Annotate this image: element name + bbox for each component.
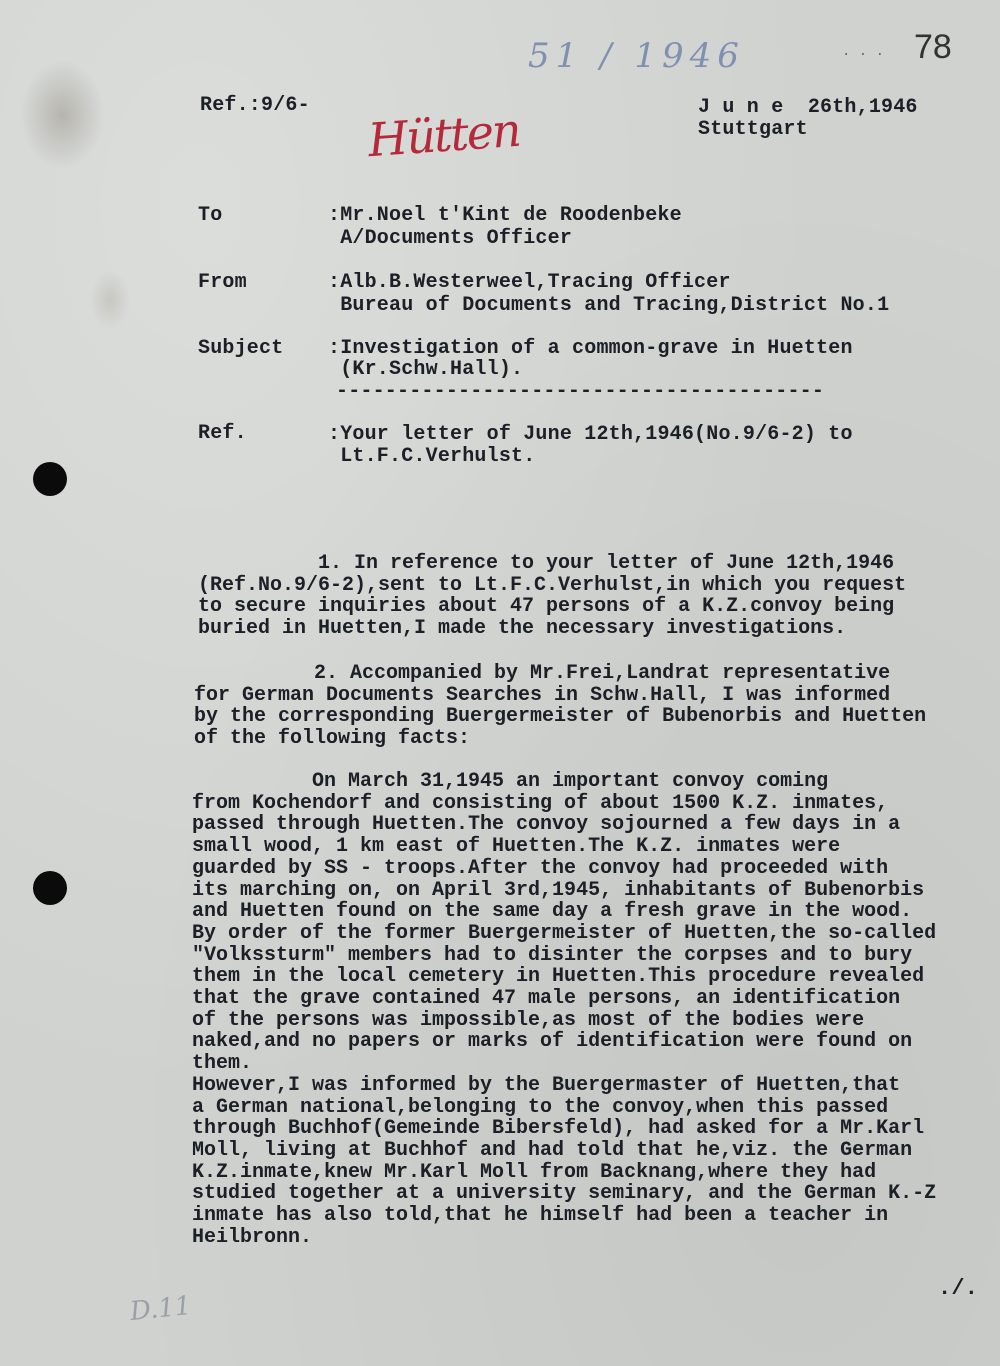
letter-place: Stuttgart (698, 118, 808, 141)
handwritten-place-name: Hütten (366, 102, 522, 168)
paragraph-3: On March 31,1945 an important convoy coming from Kochendorf and consisting of about 1500 K.Z. inmates, passed through Huetten.The convoy sojourned a few days in a small wood, 1 km east of Huetten.The K.Z. inmates were guarded by SS - troops.After the convoy had proceeded with its marching on, on April 3rd,1945, inhabitants of Bubenorbis and Huetten found on the same day a fresh grave in the wood. By order of the former Buergermeister of Huetten,the so-called "Volkssturm" members had to disinter the corpses and to bury them in the local cemetery in Huetten.This procedure revealed that the grave contained 47 male persons, an identification of the persons was impossible,as most of the bodies were naked,and no papers or marks of identification were found on them. However,I was informed by the Buergermaster of Huetten,that a German national,belonging to the convoy,when this passed through Buchhof(Gemeinde Bibersfeld), had asked for a Mr.Karl Moll, living at Buchhof and had told that he,viz. the German K.Z.inmate,knew Mr.Karl Moll from Backnang,where they had studied together at a university seminary, and the German K.-Z inmate has also told,that he himself had been a teacher in Heilbronn. (192, 770, 937, 1249)
from-sender: :Alb.B.Westerweel,Tracing Officer (328, 271, 731, 294)
stain-top-left (20, 60, 105, 170)
ref-text: :Your letter of June 12th,1946(No.9/6-2) to (328, 423, 853, 446)
subject-label: Subject (198, 337, 284, 360)
to-recipient-title: A/Documents Officer (328, 227, 573, 250)
pencil-note: D.11 (128, 1290, 193, 1328)
to-label: To (198, 204, 223, 227)
to-recipient: :Mr.Noel t'Kint de Roodenbeke (328, 204, 682, 227)
stain-left-middle (90, 270, 130, 330)
letter-date: J u n e 26th,1946 (698, 96, 918, 119)
paragraph-2: 2. Accompanied by Mr.Frei,Landrat representative for German Documents Searches in Schw.Hall, I was informed by the corresponding Buergermeister of Bubenorbis and Huetten of the following facts: (194, 662, 927, 751)
corner-marks: . . . (842, 44, 885, 60)
from-sender-office: Bureau of Documents and Tracing,District No.1 (328, 294, 890, 317)
ref-label: Ref. (198, 422, 247, 445)
page-number: 78 (914, 28, 952, 66)
paragraph-1: 1. In reference to your letter of June 12th,1946 (Ref.No.9/6-2),sent to Lt.F.C.Verhulst,in which you request to secure inquiries about 47 persons of a K.Z.convoy being buried in Huetten,I made the necessary investigations. (198, 552, 907, 641)
subject-text-continued: (Kr.Schw.Hall). (328, 358, 524, 381)
punch-hole-upper (33, 462, 67, 496)
punch-hole-lower (33, 871, 67, 905)
reference-code: Ref.:9/6- (200, 94, 310, 117)
continuation-mark: ./. (938, 1276, 979, 1301)
subject-divider: ---------------------------------------- (336, 380, 825, 403)
ref-text-continued: Lt.F.C.Verhulst. (328, 445, 536, 468)
subject-text: :Investigation of a common-grave in Huetten (328, 337, 853, 360)
from-label: From (198, 271, 247, 294)
archive-number: 51 / 1946 (528, 36, 745, 76)
